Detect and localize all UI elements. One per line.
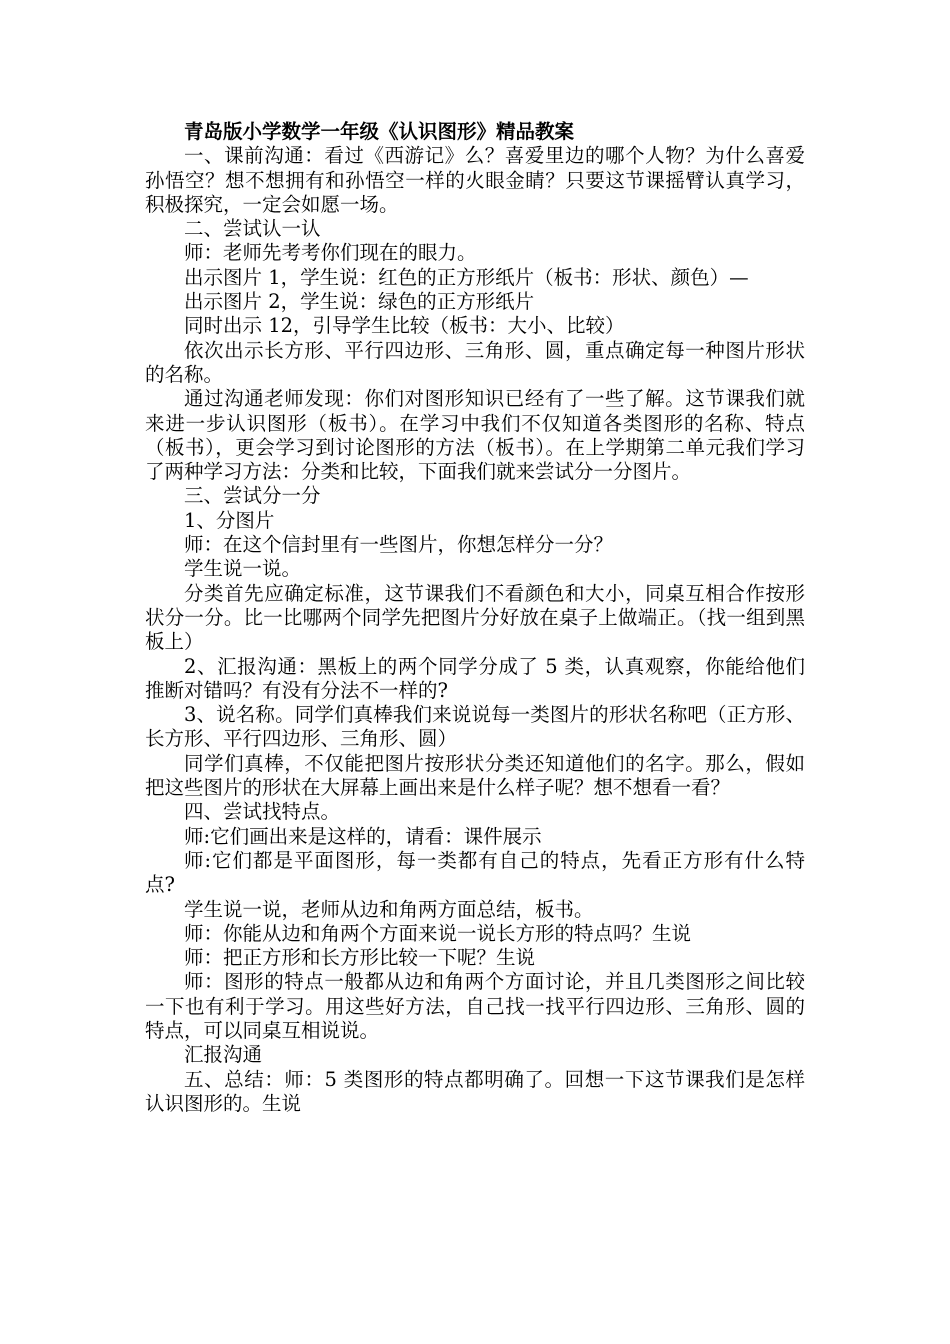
paragraph: 1、分图片: [184, 508, 275, 532]
paragraph: 学生说一说。: [184, 557, 302, 581]
paragraph: 出示图片 2，学生说：绿色的正方形纸片: [184, 290, 535, 314]
paragraph: 一、课前沟通：看过《西游记》么？喜爱里边的哪个人物？为什么喜爱孙悟空？想不想拥有和孙悟空一样的火眼金睛？只要这节课摇臂认真学习，积极探究，一定会如愿一场。: [145, 144, 805, 216]
paragraph: 出示图片 1，学生说：红色的正方形纸片（板书：形状、颜色）—: [184, 265, 749, 289]
paragraph: 师：在这个信封里有一些图片，你想怎样分一分？: [184, 533, 614, 557]
paragraph: 五、总结：师：5 类图形的特点都明确了。回想一下这节课我们是怎样认识图形的。生说: [145, 1067, 805, 1115]
paragraph: 师：图形的特点一般都从边和角两个方面讨论，并且几类图形之间比较一下也有利于学习。用这些好方法，自己找一找平行四边形、三角形、圆的特点，可以同桌互相说说。: [145, 970, 805, 1042]
paragraph: 依次出示长方形、平行四边形、三角形、圆，重点确定每一种图片形状的名称。: [145, 338, 805, 386]
paragraph: 二、尝试认一认: [184, 217, 321, 241]
paragraph: 学生说一说，老师从边和角两方面总结，板书。: [184, 897, 594, 921]
paragraph: 师：你能从边和角两个方面来说一说长方形的特点吗？生说: [184, 921, 692, 945]
paragraph: 四、尝试找特点。: [184, 800, 341, 824]
paragraph: 三、尝试分一分: [184, 484, 321, 508]
paragraph: 同学们真棒，不仅能把图片按形状分类还知道他们的名字。那么，假如把这些图片的形状在大屏幕上画出来是什么样子呢？想不想看一看？: [145, 751, 805, 800]
paragraph: 分类首先应确定标准，这节课我们不看颜色和大小，同桌互相合作按形状分一分。比一比哪两个同学先把图片分好放在桌子上做端正。（找一组到黑板上）: [145, 581, 805, 654]
paragraph: 师:它们画出来是这样的，请看：课件展示: [184, 824, 542, 848]
paragraph: 汇报沟通: [184, 1043, 263, 1067]
paragraph: 师:它们都是平面图形，每一类都有自己的特点，先看正方形有什么特点?: [145, 848, 805, 897]
paragraph: 同时出示 12，引导学生比较（板书：大小、比较）: [184, 314, 625, 338]
paragraph: 3、说名称。同学们真棒我们来说说每一类图片的形状名称吧（正方形、长方形、平行四边形、三角形、圆）: [145, 703, 805, 751]
paragraph: 通过沟通老师发现：你们对图形知识已经有了一些了解。这节课我们就来进一步认识图形（板书）。在学习中我们不仅知道各类图形的名称、特点（板书），更会学习到讨论图形的方法（板书）。在上学期第二单元我们学习了两种学习方法：分类和比较，下面我们就来尝试分一分图片。: [145, 387, 805, 484]
paragraph: 2、汇报沟通：黑板上的两个同学分成了 5 类，认真观察，你能给他们推断对错吗？有没有分法不一样的?: [145, 654, 805, 702]
paragraph: 师：老师先考考你们现在的眼力。: [184, 241, 477, 265]
paragraph: 师：把正方形和长方形比较一下呢？生说: [184, 946, 536, 970]
document-title: 青岛版小学数学一年级《认识图形》精品教案: [184, 120, 575, 143]
document-body: [145, 120, 805, 1116]
